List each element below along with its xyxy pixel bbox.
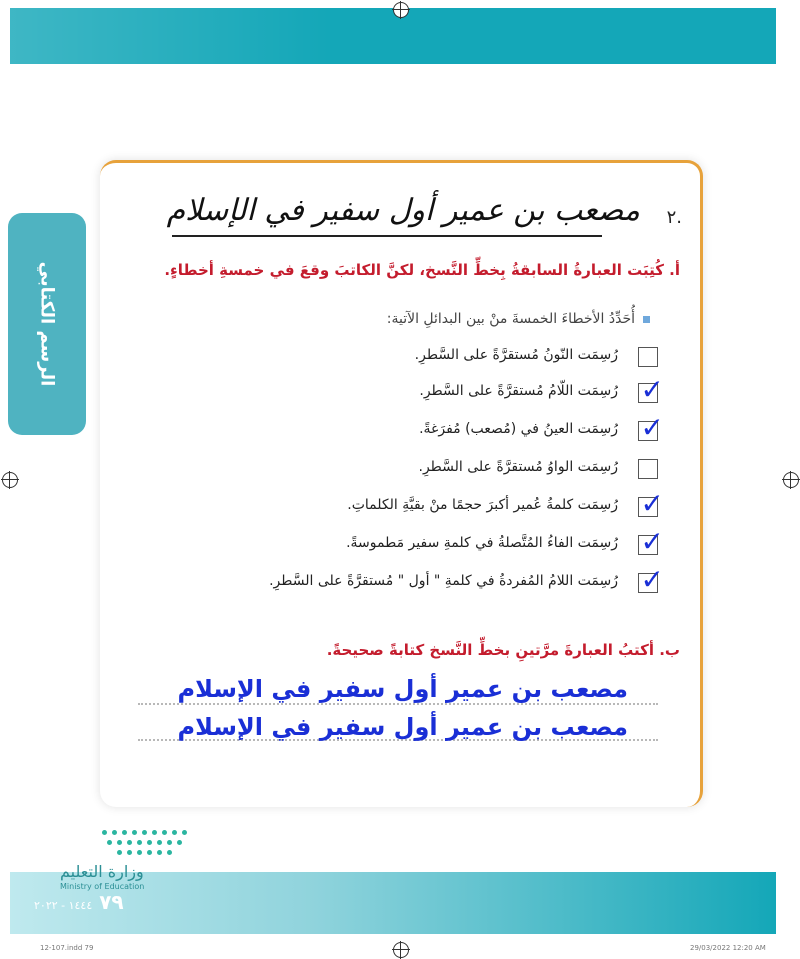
option-text: رُسِمَت كلمةُ عُمير أكبرَ حجمًا منْ بقيَّةِ الكلماتِ. bbox=[347, 497, 618, 513]
slug-left: 12-107.indd 79 bbox=[40, 944, 94, 952]
option-row bbox=[138, 411, 664, 445]
option-text: رُسِمَت النّونُ مُستقرَّةً على السَّطرِ. bbox=[414, 347, 618, 363]
registration-mark-icon bbox=[2, 472, 18, 488]
writing-baseline bbox=[172, 235, 602, 237]
registration-mark-icon bbox=[783, 472, 799, 488]
side-tab bbox=[8, 213, 86, 435]
checkmark-icon: ✓ bbox=[640, 487, 664, 520]
question-number: ٢. bbox=[666, 207, 682, 228]
year-label: ١٤٤٤ - ٢٠٢٢ bbox=[34, 899, 93, 912]
option-row bbox=[138, 345, 658, 371]
writing-line bbox=[138, 703, 658, 705]
ministry-name-en: Ministry of Education bbox=[60, 882, 145, 891]
bullet-icon bbox=[643, 316, 650, 323]
option-row bbox=[138, 373, 664, 407]
instruction-text: أُحَدِّدُ الأخطاءَ الخمسةَ منْ بين البدائلِ الآتية: bbox=[386, 311, 635, 327]
checkmark-icon: ✓ bbox=[640, 563, 664, 596]
exercise-card bbox=[100, 160, 703, 807]
option-text: رُسِمَت الفاءُ المُتَّصلةُ في كلمةِ سفير مَطموسةً. bbox=[346, 535, 618, 551]
answer-line-2[interactable]: مصعب بن عمير أول سفير في الإسلام bbox=[177, 713, 628, 741]
page-number bbox=[28, 890, 124, 914]
option-row bbox=[138, 457, 658, 483]
answer-line-1[interactable]: مصعب بن عمير أول سفير في الإسلام bbox=[177, 675, 628, 703]
checkbox[interactable] bbox=[638, 459, 658, 479]
side-tab-label: الرسم الكتابي bbox=[36, 261, 58, 387]
slug-right: 29/03/2022 12:20 AM bbox=[690, 944, 766, 952]
option-text: رُسِمَت اللّامُ مُستقرَّةً على السَّطرِ. bbox=[419, 383, 618, 399]
checkmark-icon: ✓ bbox=[640, 373, 664, 406]
handwritten-phrase: مصعب بن عمير أول سفير في الإسلام bbox=[166, 193, 640, 228]
checkbox[interactable] bbox=[638, 347, 658, 367]
option-row bbox=[138, 563, 664, 597]
top-banner bbox=[10, 8, 776, 64]
part-b-title: ب. أكتبُ العبارةَ مرَّتينِ بخطِّ النَّسخ كتابةً صحيحةً. bbox=[326, 641, 680, 659]
registration-mark-icon bbox=[393, 942, 409, 958]
checkmark-icon: ✓ bbox=[640, 411, 664, 444]
part-a-title: أ. كُتِبَت العبارةُ السابقةُ بِخطِّ النَّسخ، لكنَّ الكاتبَ وقعَ في خمسةِ أخطاءٍ. bbox=[164, 261, 680, 279]
page-number-value: ٧٩ bbox=[99, 890, 124, 914]
ministry-name-ar: وزارة التعليم bbox=[60, 862, 144, 881]
option-text: رُسِمَت اللامُ المُفردةُ في كلمةِ " أول " مُستقرَّةً على السَّطرِ. bbox=[269, 573, 618, 589]
option-row bbox=[138, 525, 664, 559]
option-row bbox=[138, 487, 664, 521]
option-text: رُسِمَت الواوُ مُستقرَّةً على السَّطرِ. bbox=[418, 459, 618, 475]
registration-mark-icon bbox=[393, 2, 409, 18]
option-text: رُسِمَت العينُ في (مُصعب) مُفرَغةً. bbox=[419, 421, 618, 437]
part-a-instruction bbox=[150, 311, 650, 327]
ministry-logo-icon bbox=[98, 826, 190, 860]
checkmark-icon: ✓ bbox=[640, 525, 664, 558]
